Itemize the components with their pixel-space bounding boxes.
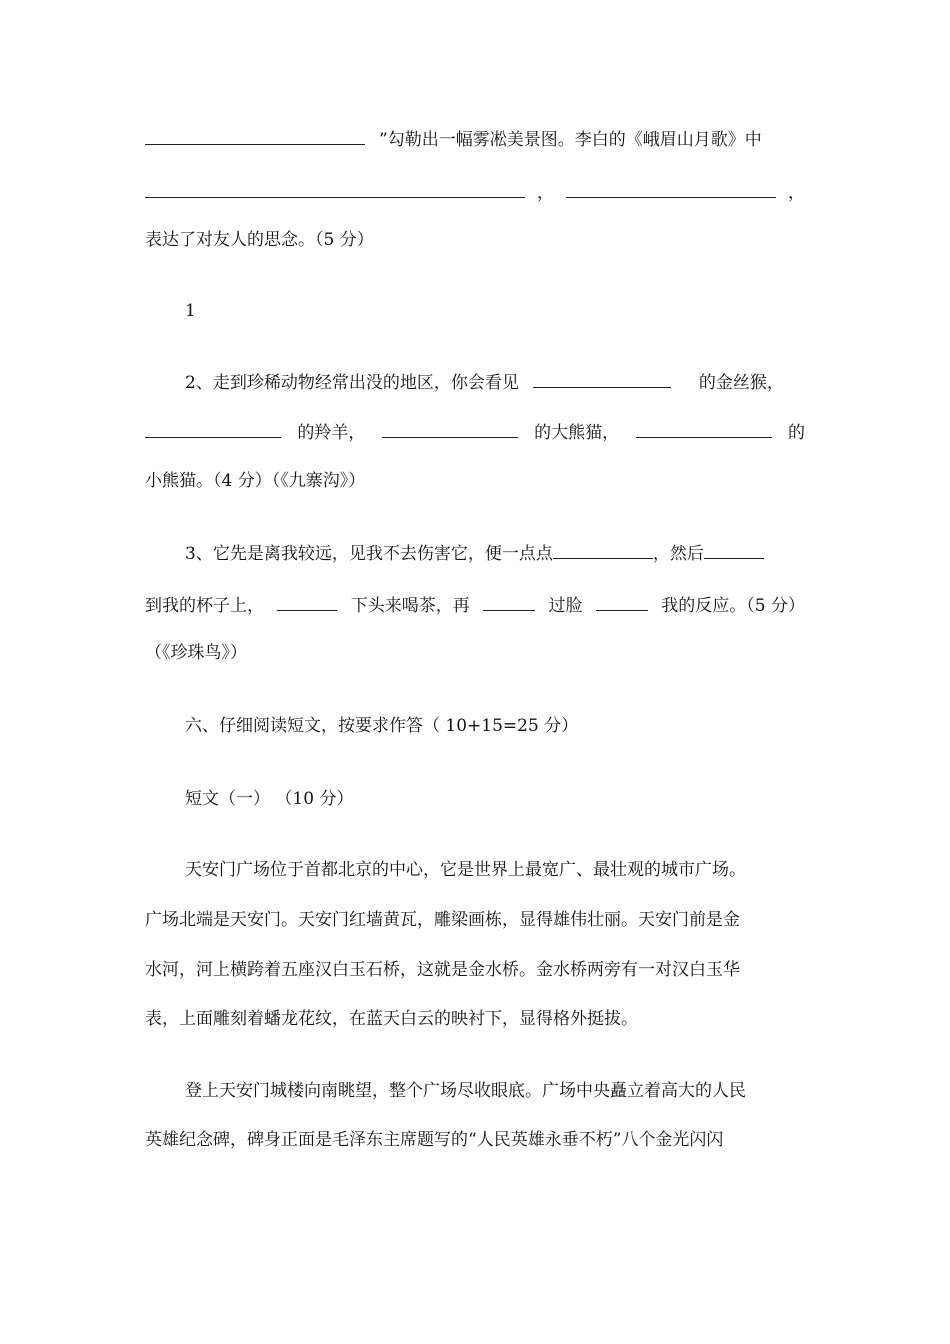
paragraph-1-line: 水河，河上横跨着五座汉白玉石桥，这就是金水桥。金水桥两旁有一对汉白玉华	[145, 960, 740, 980]
answer-blank[interactable]	[483, 592, 535, 611]
poem-line-3: 表达了对友人的思念。（5 分）	[145, 230, 374, 250]
answer-blank[interactable]	[704, 540, 764, 559]
q3-text-c: 到我的杯子上，	[145, 596, 264, 616]
section-6-heading: 六、仔细阅读短文，按要求作答（ 10+15=25 分）	[185, 716, 579, 736]
question-2-line-2	[145, 418, 805, 448]
q2-text-c: 的羚羊，	[297, 423, 366, 443]
question-3-line-2	[145, 591, 805, 621]
answer-blank[interactable]	[145, 126, 365, 145]
q2-text-e: 的	[787, 423, 805, 443]
q3-text-f: 我的反应。（5 分）	[661, 596, 805, 616]
q3-text-e: 过脸	[548, 596, 583, 616]
comma: ，	[537, 183, 554, 203]
answer-blank[interactable]	[277, 592, 337, 611]
q3-text-b: ，然后	[652, 544, 704, 564]
question-2-line-1	[185, 368, 805, 398]
paragraph-1-line: 天安门广场位于首都北京的中心，它是世界上最宽广、最壮观的城市广场。	[185, 860, 746, 880]
passage-title: 短文（一） （10 分）	[185, 789, 354, 809]
question-2-line-3: 小熊猫。（4 分）（《九寨沟》）	[145, 471, 366, 491]
paragraph-2-line: 英雄纪念碑，碑身正面是毛泽东主席题写的“人民英雄永垂不朽”八个金光闪闪	[145, 1130, 724, 1150]
paragraph-1-line: 表，上面雕刻着蟠龙花纹，在蓝天白云的映衬下，显得格外挺拔。	[145, 1009, 638, 1029]
answer-blank[interactable]	[382, 419, 518, 438]
answer-blank[interactable]	[145, 179, 525, 198]
q2-text-d: 的大熊猫，	[534, 423, 620, 443]
page-number: 1	[185, 301, 196, 321]
answer-blank[interactable]	[636, 419, 772, 438]
poem-line-1-text: ”勾勒出一幅雾凇美景图。李白的《峨眉山月歌》中	[379, 130, 762, 150]
answer-blank[interactable]	[533, 369, 671, 388]
q2-text-b: 的金丝猴，	[698, 373, 784, 393]
q3-text-d: 下头来喝茶，再	[350, 596, 470, 616]
answer-blank[interactable]	[145, 419, 281, 438]
answer-blank[interactable]	[553, 540, 653, 559]
poem-line-1	[145, 125, 805, 155]
q3-text-a: 3、它先是离我较远，见我不去伤害它，便一点点	[185, 544, 553, 564]
question-3-line-1	[185, 539, 805, 569]
answer-blank[interactable]	[566, 179, 776, 198]
paragraph-2-line: 登上天安门城楼向南眺望，整个广场尽收眼底。广场中央矗立着高大的人民	[185, 1081, 746, 1101]
answer-blank[interactable]	[596, 592, 648, 611]
q2-text-a: 2、走到珍稀动物经常出没的地区，你会看见	[185, 373, 519, 393]
question-3-source: （《珍珠鸟》）	[145, 643, 247, 663]
paragraph-1-line: 广场北端是天安门。天安门红墙黄瓦，雕梁画栋，显得雄伟壮丽。天安门前是金	[145, 910, 740, 930]
poem-line-2	[145, 178, 805, 208]
comma: ，	[788, 183, 805, 203]
